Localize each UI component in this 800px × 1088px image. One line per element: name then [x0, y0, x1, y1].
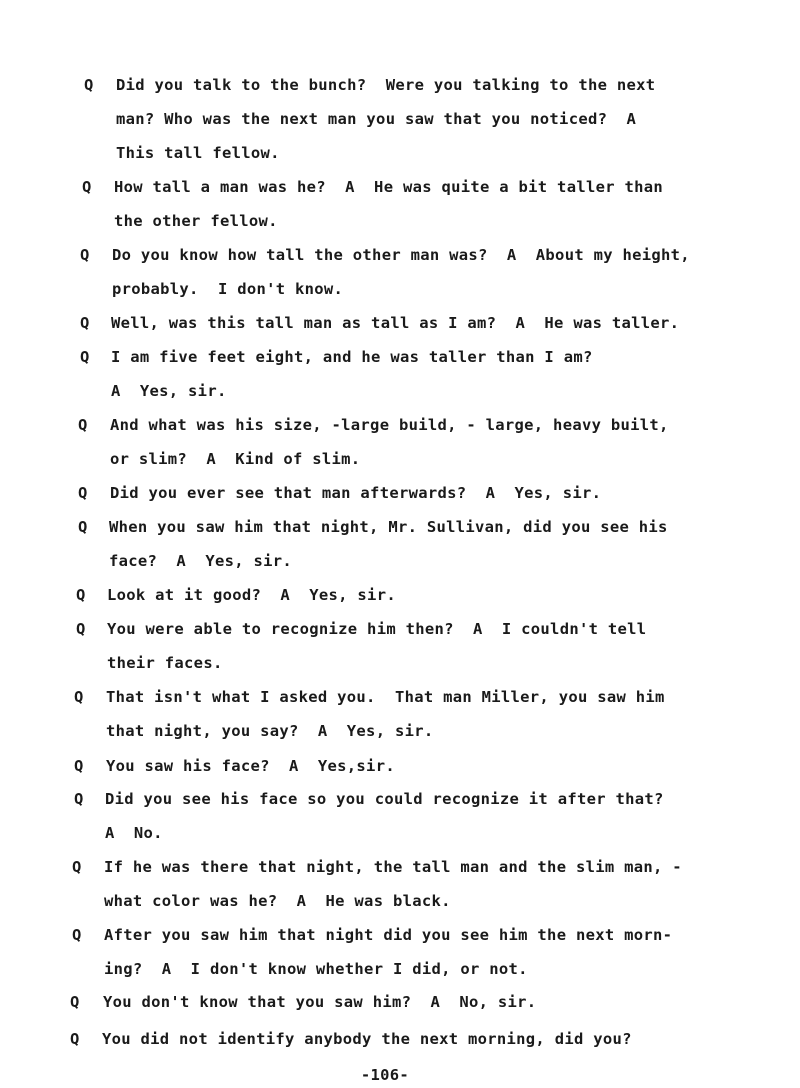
transcript-line: Did you see his face so you could recognize it after that? [105, 790, 664, 808]
transcript-line: You don't know that you saw him? A No, sir. [103, 993, 537, 1011]
q-marker: Q [72, 858, 82, 876]
transcript-line: the other fellow. [114, 212, 278, 230]
transcript-line: When you saw him that night, Mr. Sullivan, did you see his [109, 518, 668, 536]
transcript-line: You saw his face? A Yes,sir. [106, 757, 395, 775]
transcript-line: what color was he? A He was black. [104, 892, 451, 910]
transcript-line: their faces. [107, 654, 223, 672]
transcript-line: face? A Yes, sir. [109, 552, 293, 570]
q-marker: Q [80, 314, 90, 332]
transcript-line: After you saw him that night did you see him the next morn- [104, 926, 673, 944]
q-marker: Q [84, 76, 94, 94]
transcript-line: Look at it good? A Yes, sir. [107, 586, 396, 604]
q-marker: Q [70, 993, 80, 1011]
q-marker: Q [78, 484, 88, 502]
transcript-line: Well, was this tall man as tall as I am? A He was taller. [111, 314, 680, 332]
transcript-line: You did not identify anybody the next morning, did you? [102, 1030, 632, 1048]
q-marker: Q [74, 688, 84, 706]
transcript-line: A Yes, sir. [111, 382, 227, 400]
transcript-line: that night, you say? A Yes, sir. [106, 722, 434, 740]
q-marker: Q [80, 348, 90, 366]
q-marker: Q [72, 926, 82, 944]
page-number: -106- [360, 1066, 410, 1084]
transcript-line: or slim? A Kind of slim. [110, 450, 361, 468]
transcript-line: Did you talk to the bunch? Were you talking to the next [116, 76, 656, 94]
transcript-line: And what was his size, -large build, - large, heavy built, [110, 416, 669, 434]
transcript-line: probably. I don't know. [112, 280, 344, 298]
q-marker: Q [82, 178, 92, 196]
transcript-line: A No. [105, 824, 163, 842]
q-marker: Q [74, 757, 84, 775]
q-marker: Q [76, 620, 86, 638]
transcript-line: How tall a man was he? A He was quite a bit taller than [114, 178, 664, 196]
q-marker: Q [74, 790, 84, 808]
transcript-line: This tall fellow. [116, 144, 280, 162]
transcript-line: That isn't what I asked you. That man Miller, you saw him [106, 688, 665, 706]
q-marker: Q [78, 416, 88, 434]
transcript-line: You were able to recognize him then? A I couldn't tell [107, 620, 647, 638]
q-marker: Q [76, 586, 86, 604]
q-marker: Q [80, 246, 90, 264]
q-marker: Q [70, 1030, 80, 1048]
transcript-line: Did you ever see that man afterwards? A Yes, sir. [110, 484, 602, 502]
transcript-line: I am five feet eight, and he was taller than I am? [111, 348, 593, 366]
q-marker: Q [78, 518, 88, 536]
transcript-line: ing? A I don't know whether I did, or not. [104, 960, 528, 978]
transcript-line: man? Who was the next man you saw that you noticed? A [116, 110, 637, 128]
transcript-line: If he was there that night, the tall man and the slim man, - [104, 858, 682, 876]
transcript-line: Do you know how tall the other man was? A About my height, [112, 246, 690, 264]
